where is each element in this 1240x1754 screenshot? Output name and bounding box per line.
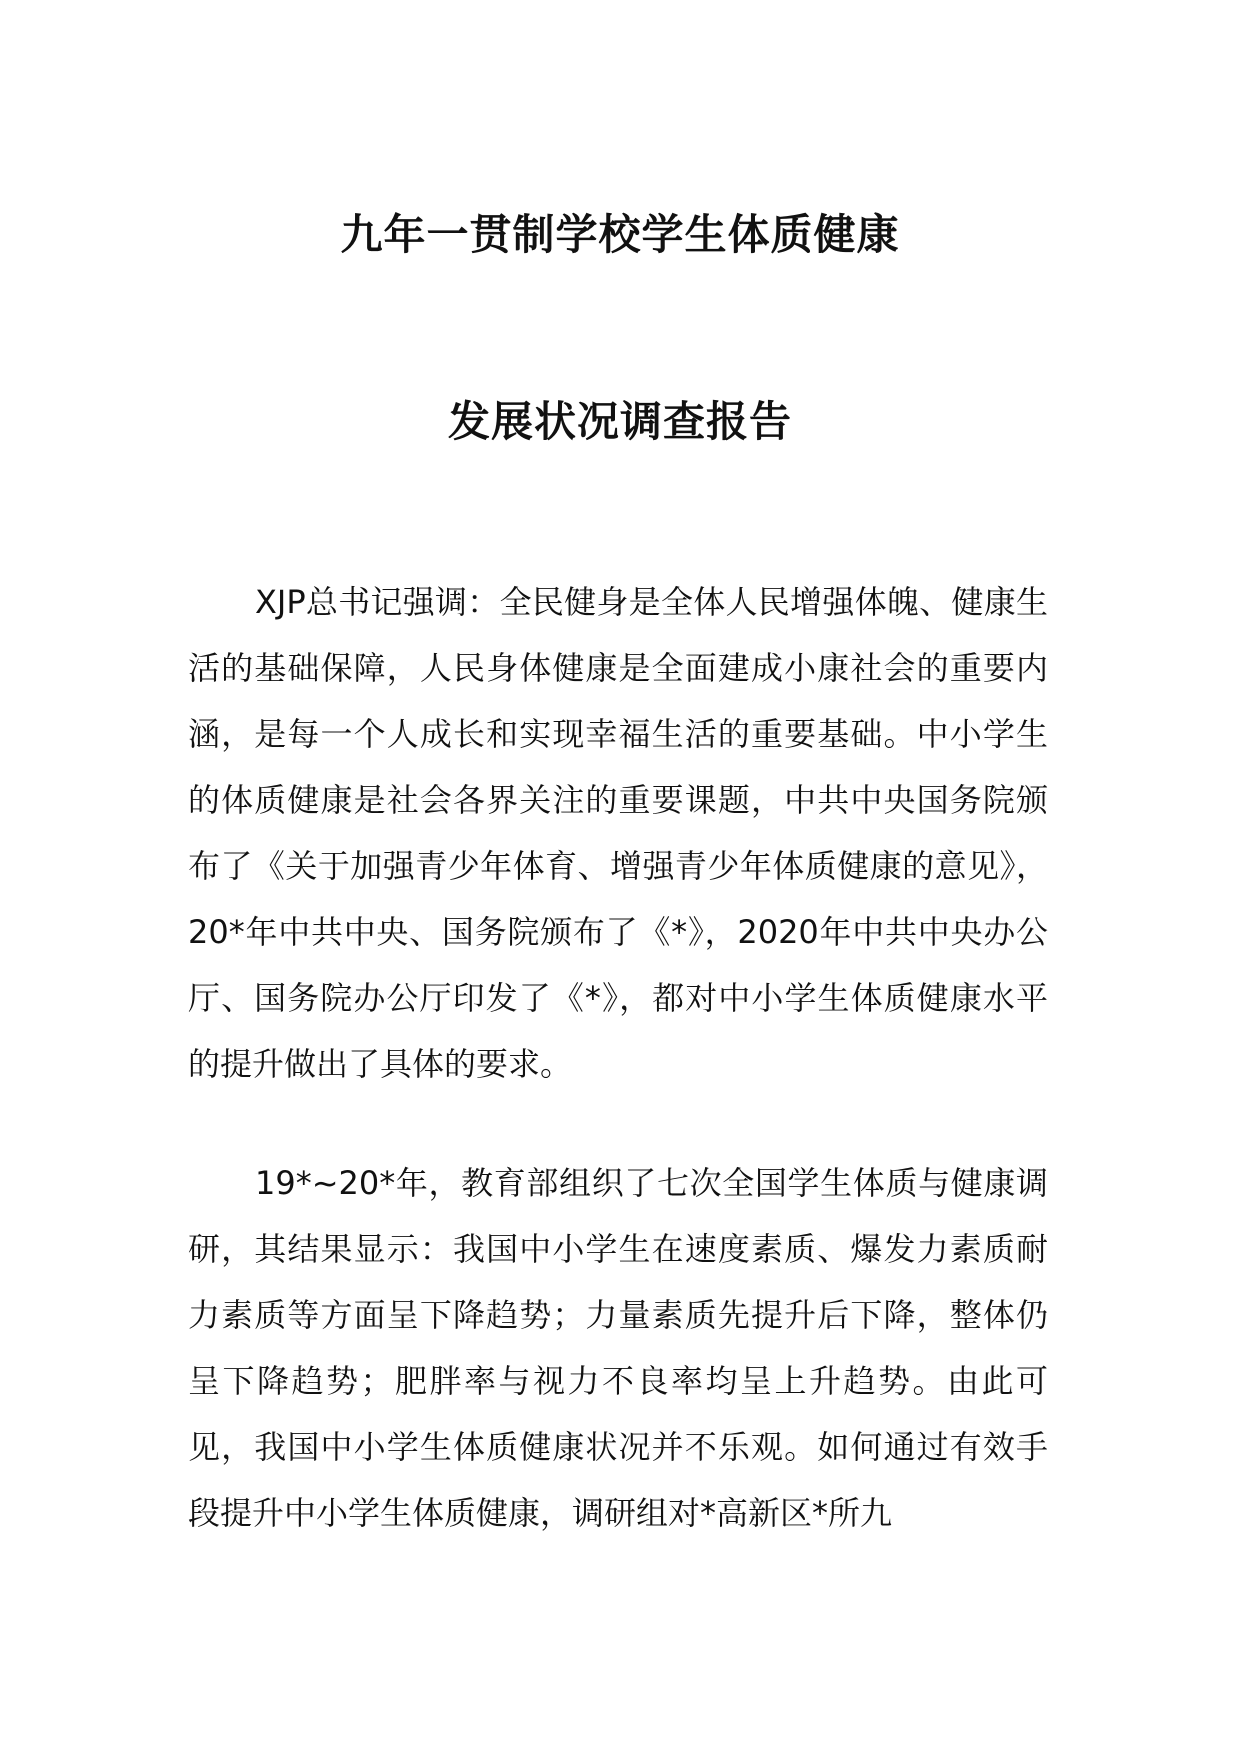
body-paragraph-1: XJP总书记强调：全民健身是全体人民增强体魄、健康生活的基础保障，人民身体健康是全面建成小康社会的重要内涵，是每一个人成长和实现幸福生活的重要基础。中小学生的体质健康是社会各界关注的重要课题，中共中央国务院颁布了《关于加强青少年体育、增强青少年体质健康的意见》，20*年中共中央、国务院颁布了《*》，2020年中共中央办公厅、国务院办公厅印发了《*》，都对中小学生体质健康水平的提升做出了具体的要求。 — [188, 583, 1048, 1083]
document-title-line-1: 九年一贯制学校学生体质健康 — [340, 210, 900, 259]
body-paragraph-2: 19*~20*年，教育部组织了七次全国学生体质与健康调研，其结果显示：我国中小学生在速度素质、爆发力素质耐力素质等方面呈下降趋势；力量素质先提升后下降，整体仍呈下降趋势；肥胖率与视力不良率均呈上升趋势。由此可见，我国中小学生体质健康状况并不乐观。如何通过有效手段提升中小学生体质健康，调研组对*高新区*所九 — [188, 1164, 1048, 1532]
document-title-line-2: 发展状况调查报告 — [447, 397, 792, 446]
